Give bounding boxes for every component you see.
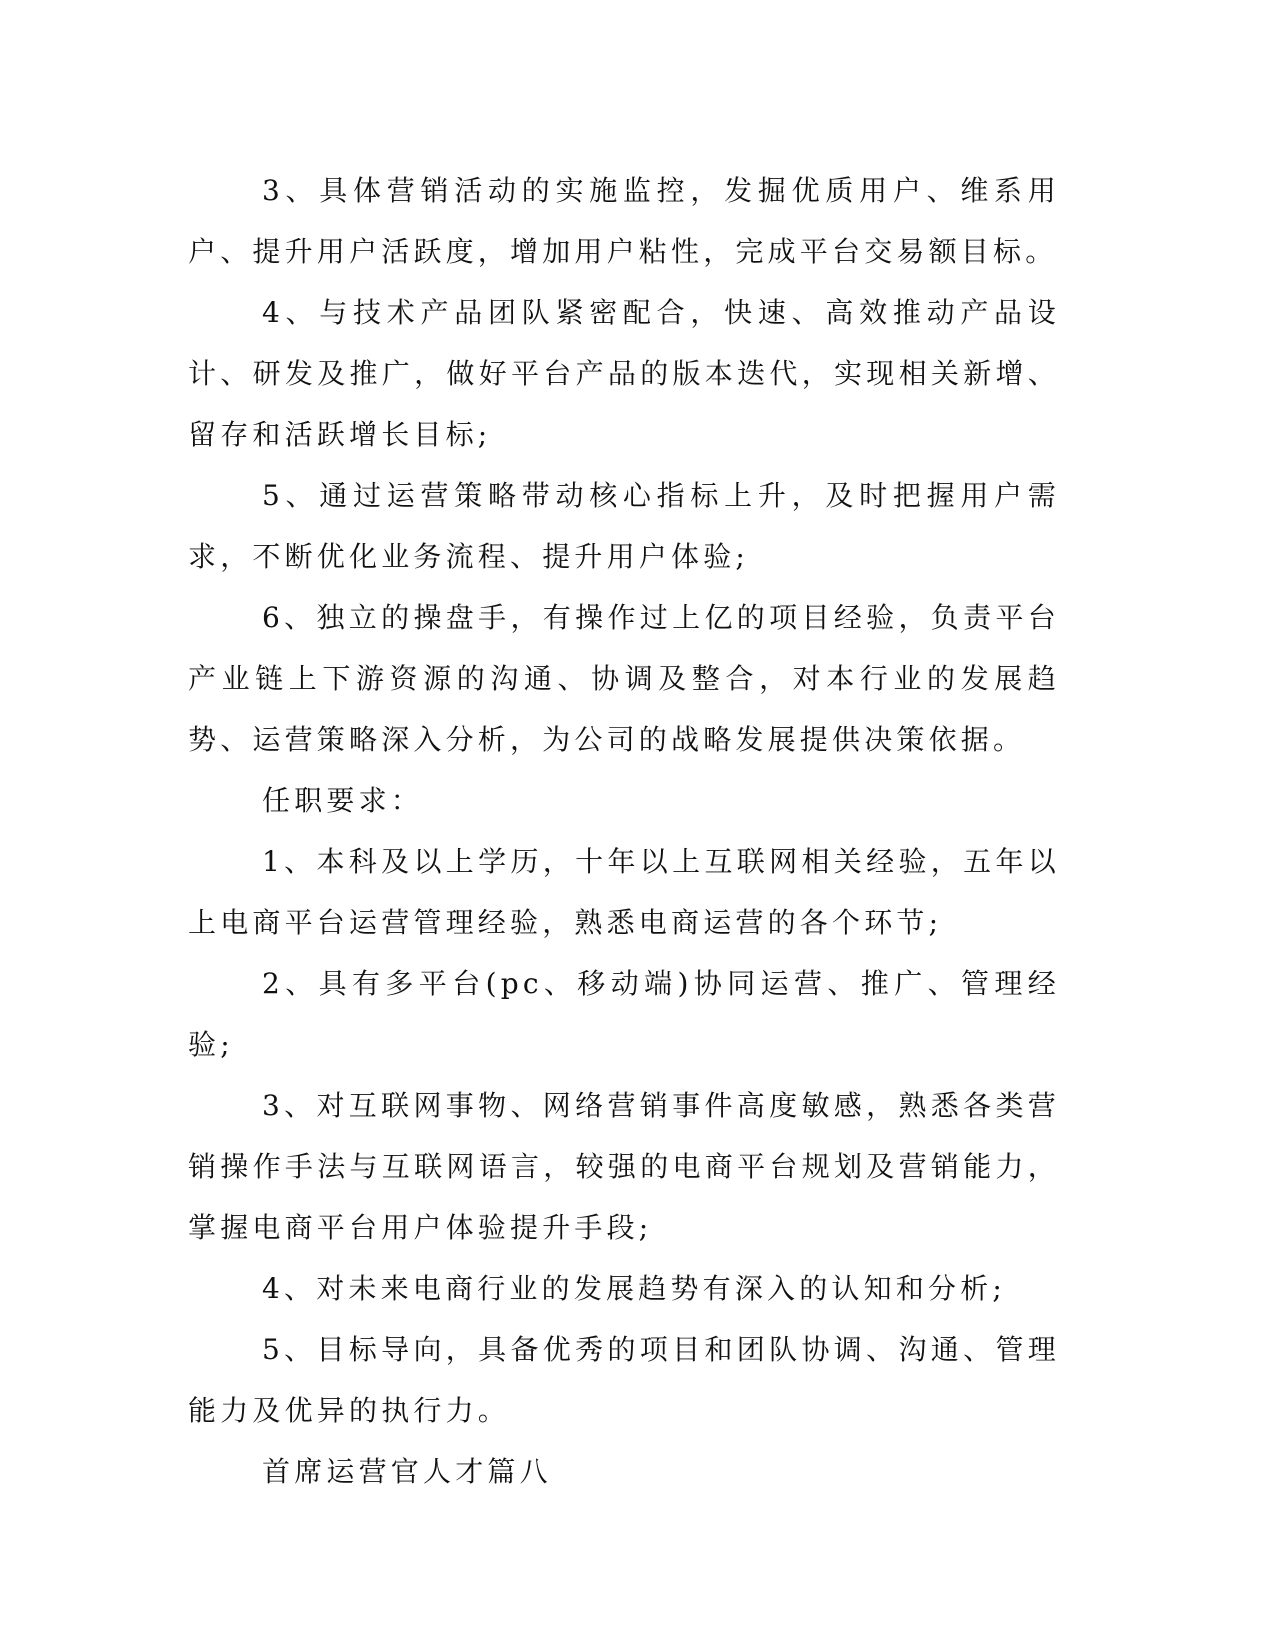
paragraph-requirement-4: 4、对未来电商行业的发展趋势有深入的认知和分析; bbox=[262, 1272, 1007, 1305]
paragraph-requirement-2: 2、具有多平台(pc、移动端)协同运营、推广、管理经验; bbox=[188, 967, 1060, 1061]
paragraph-requirement-1: 1、本科及以上学历，十年以上互联网相关经验，五年以上电商平台运营管理经验，熟悉电商运营的各个环节; bbox=[188, 845, 1060, 939]
paragraph-duty-4: 4、与技术产品团队紧密配合，快速、高效推动产品设计、研发及推广，做好平台产品的版本迭代，实现相关新增、留存和活跃增长目标; bbox=[188, 296, 1060, 451]
requirements-heading: 任职要求： bbox=[262, 784, 424, 817]
section-title: 首席运营官人才篇八 bbox=[262, 1455, 552, 1488]
paragraph-requirement-3: 3、对互联网事物、网络营销事件高度敏感，熟悉各类营销操作手法与互联网语言，较强的电商平台规划及营销能力，掌握电商平台用户体验提升手段; bbox=[188, 1089, 1060, 1244]
document-body bbox=[188, 160, 1060, 1502]
paragraph-duty-5: 5、通过运营策略带动核心指标上升，及时把握用户需求，不断优化业务流程、提升用户体验; bbox=[188, 479, 1060, 573]
paragraph-requirement-5: 5、目标导向，具备优秀的项目和团队协调、沟通、管理能力及优异的执行力。 bbox=[188, 1333, 1060, 1427]
paragraph-duty-6: 6、独立的操盘手，有操作过上亿的项目经验，负责平台产业链上下游资源的沟通、协调及整合，对本行业的发展趋势、运营策略深入分析，为公司的战略发展提供决策依据。 bbox=[188, 601, 1060, 756]
paragraph-duty-3: 3、具体营销活动的实施监控，发掘优质用户、维系用户、提升用户活跃度，增加用户粘性，完成平台交易额目标。 bbox=[188, 174, 1060, 268]
